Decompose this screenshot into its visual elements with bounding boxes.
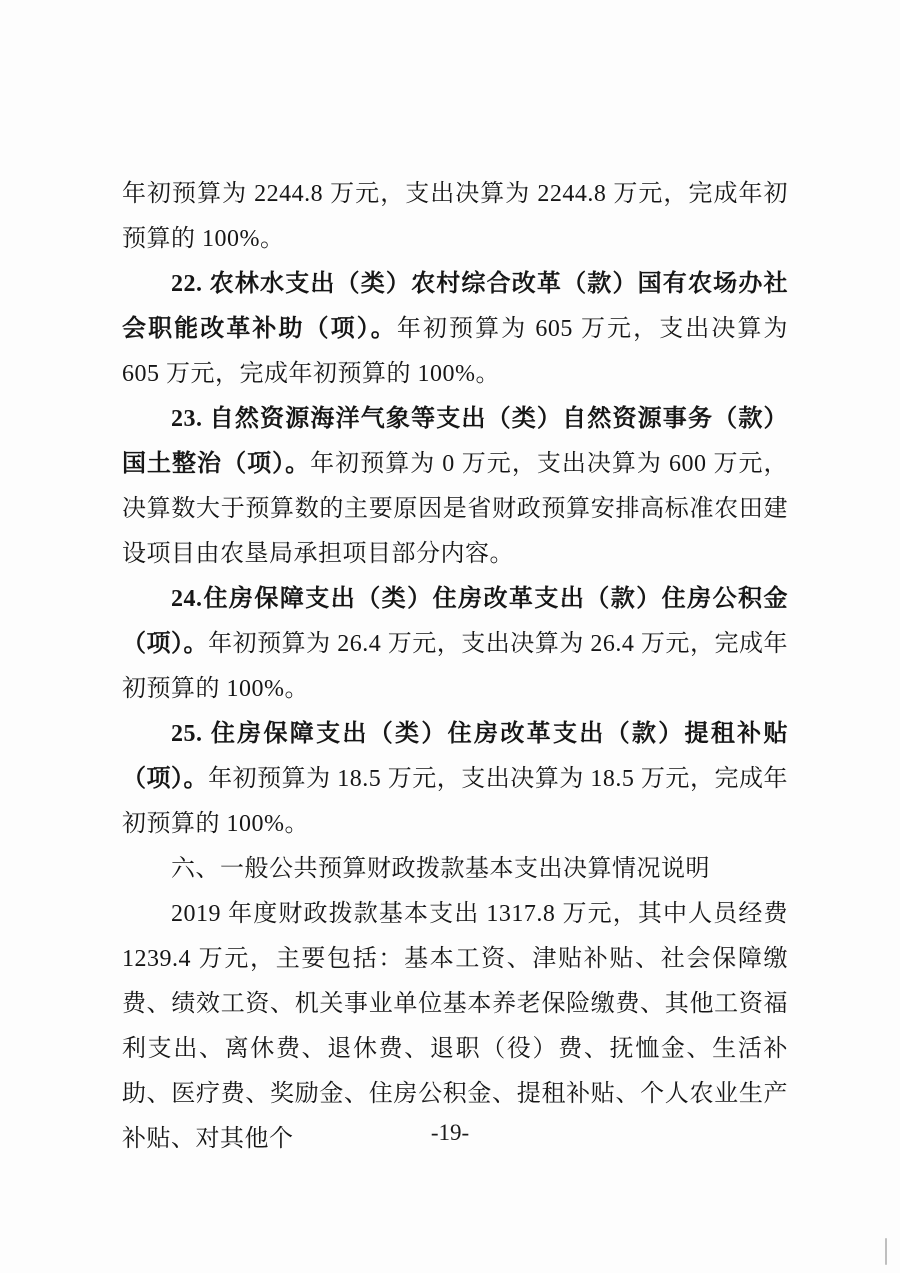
body-text-segment: 年初预算为 2244.8 万元，支出决算为 2244.8 万元，完成年初预算的 100%。 (122, 181, 788, 252)
page-number: -19- (430, 1120, 470, 1145)
body-text-segment: 年初预算为 26.4 万元，支出决算为 26.4 万元，完成年初预算的 100%。 (122, 631, 788, 702)
section-6-heading (122, 847, 788, 892)
body-text-segment: 年初预算为 605 万元，支出决算为 605 万元，完成年初预算的 100%。 (122, 316, 789, 387)
body-text-segment: 2019 年度财政拨款基本支出 1317.8 万元，其中人员经费 1239.4 万元，主要包括：基本工资、津贴补贴、社会保障缴费、绩效工资、机关事业单位基本养老保险缴费、其他工资福利支出、离休费、退休费、退职（役）费、抚恤金、生活补助、医疗费、奖励金、住房公积金、提租补贴、个人农业生产补贴、对其他个 (122, 901, 788, 1152)
para-carryover-item-21 (122, 172, 788, 262)
item-23 (122, 397, 788, 577)
item-25 (122, 712, 788, 847)
item-22 (122, 262, 788, 397)
body-text-segment: 六、一般公共预算财政拨款基本支出决算情况说明 (171, 856, 710, 882)
document-body (122, 172, 788, 1162)
item-24 (122, 577, 788, 712)
body-text-segment: 年初预算为 18.5 万元，支出决算为 18.5 万元，完成年初预算的 100%。 (122, 766, 788, 837)
item-heading-segment: 25. 住房保障支出（类）住房改革支出（款）提租补贴（项）。 (122, 721, 788, 792)
item-heading-segment: 22. 农林水支出（类）农村综合改革（款）国有农场办社会职能改革补助（项）。 (122, 271, 788, 342)
body-text-segment: 年初预算为 0 万元，支出决算为 600 万元，决算数大于预算数的主要原因是省财政预算安排高标准农田建设项目由农垦局承担项目部分内容。 (122, 451, 789, 567)
scan-artifact-mark (885, 1238, 887, 1265)
item-heading-segment: 24.住房保障支出（类）住房改革支出（款）住房公积金（项）。 (122, 586, 788, 657)
item-heading-segment: 23. 自然资源海洋气象等支出（类）自然资源事务（款）国土整治（项）。 (122, 406, 788, 477)
